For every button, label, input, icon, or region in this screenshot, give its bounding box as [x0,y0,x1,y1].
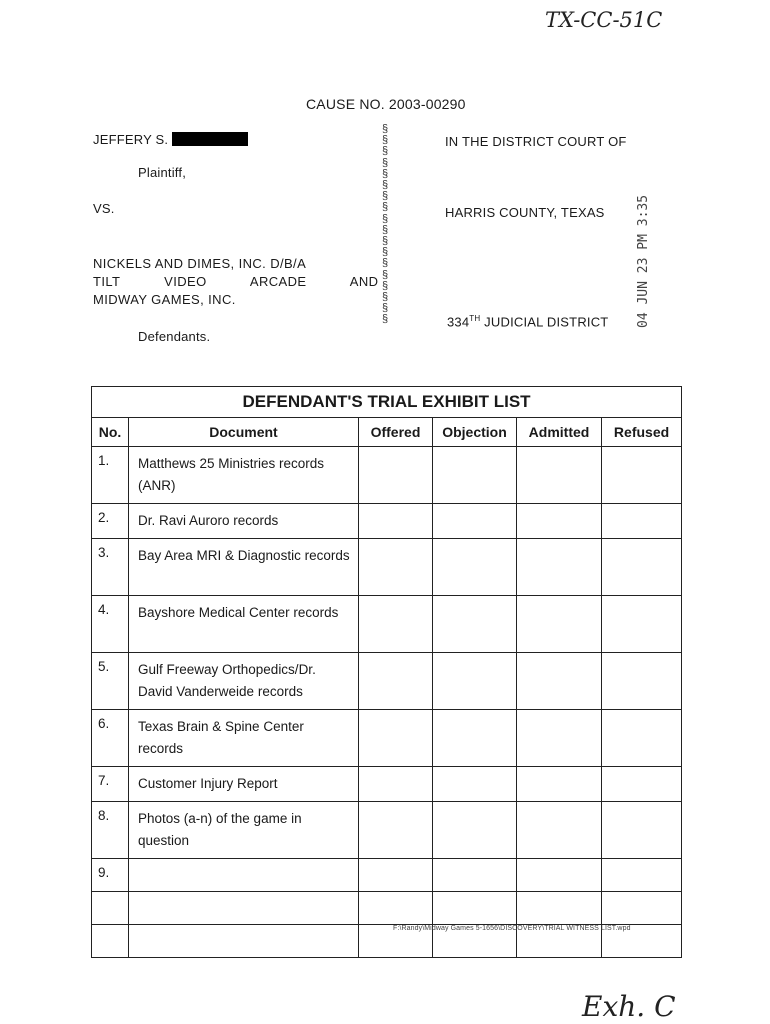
section-mark: § [382,167,389,180]
row-number [92,925,129,958]
table-row [92,710,682,767]
section-mark: § [382,201,389,214]
court-number-suffix: TH [469,314,481,323]
row-number: 5. [92,653,129,710]
defendants-label: Defendants. [138,329,211,344]
table-row [92,802,682,859]
refused-cell [602,767,682,802]
objection-cell [433,892,517,925]
refused-cell [602,892,682,925]
offered-cell [359,504,433,539]
objection-cell [433,802,517,859]
section-mark: § [382,257,389,270]
offered-cell [359,767,433,802]
section-mark: § [382,291,389,304]
admitted-cell [517,447,602,504]
refused-cell [602,710,682,767]
offered-cell [359,596,433,653]
table-row [92,653,682,710]
section-mark: § [382,123,389,135]
section-mark: § [382,156,389,169]
defendants-line-3: MIDWAY GAMES, INC. [93,292,236,307]
section-mark: § [382,223,389,236]
admitted-cell [517,767,602,802]
objection-cell [433,539,517,596]
row-document: Bay Area MRI & Diagnostic records [129,539,359,596]
table-row [92,504,682,539]
table-row [92,859,682,892]
table-row [92,767,682,802]
court-line-1: IN THE DISTRICT COURT OF [445,134,627,149]
handwritten-exhibit-label: Exh. C [582,990,676,1023]
table-row [92,447,682,504]
header-no: No. [92,418,129,447]
table-header-row [92,418,682,447]
section-mark: § [382,190,389,203]
row-number: 1. [92,447,129,504]
refused-cell [602,802,682,859]
offered-cell [359,802,433,859]
versus-label: VS. [93,201,115,216]
offered-cell [359,447,433,504]
section-mark: § [382,268,389,281]
offered-cell [359,859,433,892]
row-number: 2. [92,504,129,539]
offered-cell [359,653,433,710]
row-document: Matthews 25 Ministries records (ANR) [129,447,359,504]
plaintiff-name [93,132,248,147]
offered-cell [359,892,433,925]
filing-stamp-text: 04 JUN 23 PM 3:35 [636,194,651,328]
refused-cell [602,859,682,892]
table-title: DEFENDANT'S TRIAL EXHIBIT LIST [92,387,682,418]
admitted-cell [517,539,602,596]
refused-cell [602,596,682,653]
refused-cell [602,653,682,710]
table-row [92,539,682,596]
row-number: 8. [92,802,129,859]
admitted-cell [517,596,602,653]
header-objection: Objection [433,418,517,447]
defendants-line-2-text: TILT VIDEO ARCADE AND [93,274,379,289]
section-mark: § [382,246,389,259]
refused-cell [602,504,682,539]
redaction-bar [172,132,248,146]
court-district-text: JUDICIAL DISTRICT [480,314,609,330]
header-refused: Refused [602,418,682,447]
row-document: Texas Brain & Spine Center records [129,710,359,767]
refused-cell [602,539,682,596]
table-row [92,596,682,653]
section-mark: § [382,313,389,326]
row-number [92,892,129,925]
row-document [129,892,359,925]
admitted-cell [517,504,602,539]
filing-stamp [636,178,666,338]
row-document [129,925,359,958]
section-mark: § [382,134,389,147]
defendants-line-1: NICKELS AND DIMES, INC. D/B/A [93,256,307,271]
objection-cell [433,710,517,767]
objection-cell [433,767,517,802]
row-number: 9. [92,859,129,892]
objection-cell [433,504,517,539]
section-mark: § [382,179,389,192]
court-line-3 [447,314,608,329]
objection-cell [433,653,517,710]
row-document: Gulf Freeway Orthopedics/Dr. David Vanderweide records [129,653,359,710]
objection-cell [433,859,517,892]
header-offered: Offered [359,418,433,447]
admitted-cell [517,653,602,710]
objection-cell [433,596,517,653]
section-mark: § [382,145,389,158]
cause-number: CAUSE NO. 2003-00290 [306,96,466,112]
section-marks-column [382,124,396,326]
defendants-line-2 [93,274,379,289]
court-line-2: HARRIS COUNTY, TEXAS [445,205,605,220]
plaintiff-label: Plaintiff, [138,165,187,180]
section-mark: § [382,279,389,292]
header-document: Document [129,418,359,447]
row-document: Bayshore Medical Center records [129,596,359,653]
row-document [129,859,359,892]
file-path-footer: F:\Randy\Midway Games 5-1656\DISCOVERY\TRIAL WITNESS LIST.wpd [393,925,631,932]
section-mark: § [382,212,389,225]
exhibit-table [91,386,682,958]
admitted-cell [517,802,602,859]
row-number: 3. [92,539,129,596]
row-document: Customer Injury Report [129,767,359,802]
row-document: Photos (a-n) of the game in question [129,802,359,859]
admitted-cell [517,859,602,892]
plaintiff-name-text: JEFFERY S. [93,132,169,147]
row-number: 4. [92,596,129,653]
admitted-cell [517,892,602,925]
court-number: 334 [447,314,470,330]
section-mark: § [382,302,389,315]
row-number: 7. [92,767,129,802]
offered-cell [359,710,433,767]
offered-cell [359,539,433,596]
header-admitted: Admitted [517,418,602,447]
row-number: 6. [92,710,129,767]
section-mark: § [382,235,389,248]
admitted-cell [517,710,602,767]
objection-cell [433,447,517,504]
row-document: Dr. Ravi Auroro records [129,504,359,539]
handwritten-case-code: TX-CC-51C [545,8,663,32]
table-row [92,892,682,925]
refused-cell [602,447,682,504]
